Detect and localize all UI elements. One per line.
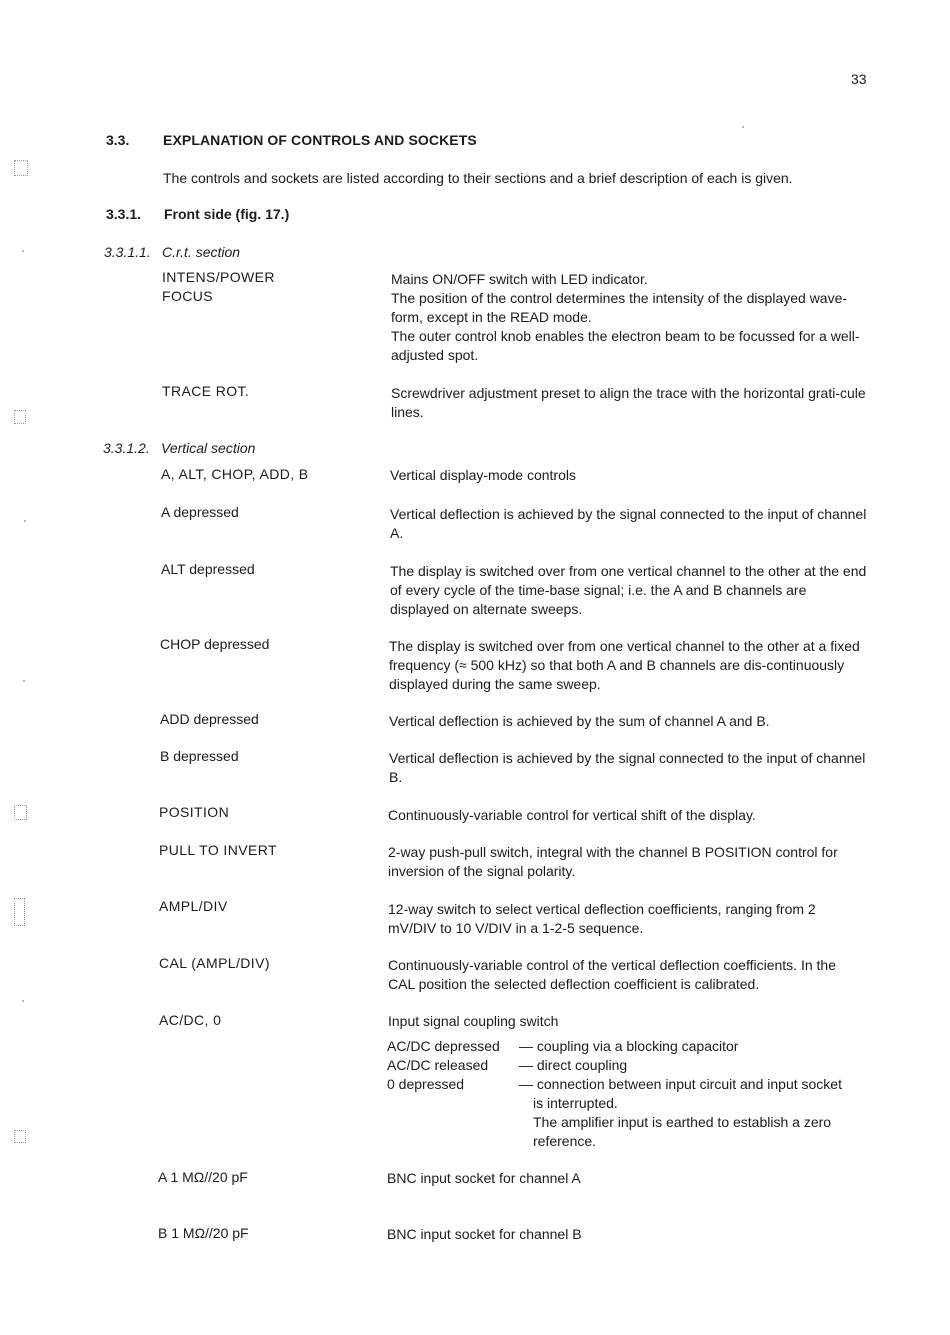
desc-input-a: BNC input socket for channel A [387,1170,581,1186]
desc-a-depressed: Vertical deflection is achieved by the signal connected to the input of channel A. [390,506,867,541]
coupling-value-extra: The amplifier input is earthed to establish a zero [533,1114,832,1130]
label-input-a: A 1 MΩ//20 pF [158,1169,248,1185]
crt-section-number: 3.3.1.1. [104,244,151,260]
desc-intens-power: Mains ON/OFF switch with LED indicator. [391,271,648,287]
label-input-b: B 1 MΩ//20 pF [158,1225,249,1241]
desc-display-modes: Vertical display-mode controls [390,467,576,483]
desc-b-depressed: Vertical deflection is achieved by the signal connected to the input of channel B. [389,750,866,785]
coupling-row [387,1056,867,1075]
scan-dot [742,126,744,128]
coupling-key: 0 depressed [387,1076,465,1092]
label-add-depressed: ADD depressed [160,711,259,727]
scan-dot [24,520,26,522]
label-a-depressed: A depressed [161,504,239,520]
desc-cal-ampl-div: Continuously-variable control of the vertical deflection coefficients. In the CAL position the selected deflection coefficient is calibrated. [388,957,836,992]
scan-dot [22,1000,24,1002]
label-ac-dc-0: AC/DC, 0 [159,1012,222,1028]
coupling-table [387,1037,867,1151]
coupling-value: — coupling via a blocking capacitor [519,1038,739,1054]
scan-mark [14,805,27,820]
subsection-title: Front side (fig. 17.) [164,206,290,222]
label-cal-ampl-div: CAL (AMPL/DIV) [159,955,270,971]
section-title: EXPLANATION OF CONTROLS AND SOCKETS [163,132,477,148]
coupling-value: — direct coupling [519,1057,628,1073]
desc-chop-depressed: The display is switched over from one vertical channel to the other at a fixed frequency (≈ 500 kHz) so that both A and B channels are dis-continuously displayed during the same sweep. [389,638,860,692]
label-chop-depressed: CHOP depressed [160,636,270,652]
section-intro: The controls and sockets are listed according to their sections and a brief description of each is given. [163,170,793,186]
label-focus: FOCUS [162,288,213,304]
label-display-modes: A, ALT, CHOP, ADD, B [161,466,309,482]
scan-dot [22,250,24,252]
section-number: 3.3. [106,132,130,148]
desc-add-depressed: Vertical deflection is achieved by the sum of channel A and B. [389,713,770,729]
scan-mark [14,410,26,424]
page-number: 33 [851,71,867,87]
desc-trace-rot: Screwdriver adjustment preset to align the trace with the horizontal grati-cule lines. [391,385,866,420]
label-b-depressed: B depressed [160,748,239,764]
coupling-key: AC/DC released [387,1057,489,1073]
coupling-row-continued [387,1132,867,1151]
desc-focus: The position of the control determines the intensity of the displayed wave-form, except in the READ mode. The outer control knob enables the electron beam to be focussed for a well-adjusted spot. [391,290,860,363]
desc-ac-dc-0: Input signal coupling switch [388,1013,559,1029]
coupling-row-continued [387,1113,867,1132]
coupling-row [387,1075,867,1094]
subsection-number: 3.3.1. [106,206,142,222]
label-intens-power: INTENS/POWER [162,269,275,285]
label-pull-to-invert: PULL TO INVERT [159,842,277,858]
scan-mark [14,160,28,176]
label-position: POSITION [159,804,230,820]
scan-mark [14,898,25,926]
scan-mark [14,1130,26,1143]
desc-ampl-div: 12-way switch to select vertical deflection coefficients, ranging from 2 mV/DIV to 10 V/DIV in a 1-2-5 sequence. [388,901,816,936]
coupling-row [387,1037,867,1056]
coupling-value-extra: is interrupted. [533,1095,618,1111]
label-trace-rot: TRACE ROT. [162,383,250,399]
coupling-key: AC/DC depressed [387,1038,500,1054]
desc-alt-depressed: The display is switched over from one vertical channel to the other at the end of every cycle of the time-base signal; i.e. the A and B channels are displayed on alternate sweeps. [390,563,867,617]
vertical-section-number: 3.3.1.2. [103,440,150,456]
scan-dot [23,680,25,682]
coupling-value-extra: reference. [533,1133,597,1149]
desc-input-b: BNC input socket for channel B [387,1226,582,1242]
vertical-section-title: Vertical section [161,440,256,456]
coupling-value: — connection between input circuit and input socket [519,1076,842,1092]
label-ampl-div: AMPL/DIV [159,898,228,914]
coupling-row-continued [387,1094,867,1113]
desc-pull-to-invert: 2-way push-pull switch, integral with the channel B POSITION control for inversion of the signal polarity. [388,844,838,879]
crt-section-title: C.r.t. section [162,244,241,260]
desc-position: Continuously-variable control for vertical shift of the display. [388,807,756,823]
label-alt-depressed: ALT depressed [161,561,255,577]
